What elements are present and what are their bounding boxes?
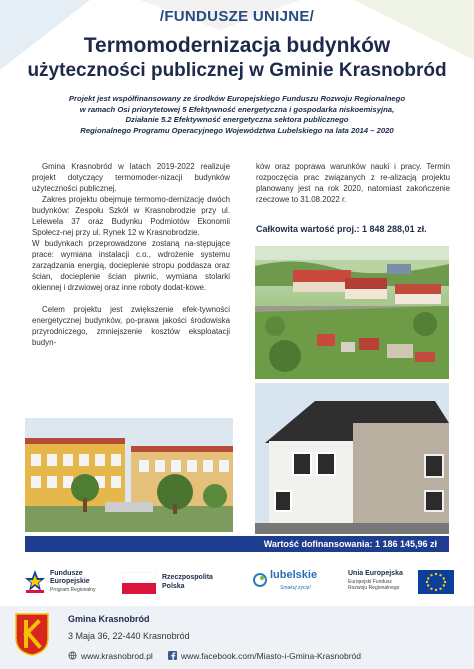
fe-star-icon — [24, 568, 46, 594]
poster-title: Termomodernizacja budynków — [83, 34, 391, 57]
facebook-icon — [168, 651, 177, 660]
footer-address: 3 Maja 36, 22-440 Krasnobród — [68, 631, 190, 641]
footer-facebook-link[interactable] — [168, 651, 361, 661]
rp-line2: Polska — [162, 583, 185, 590]
globe-icon — [68, 651, 77, 660]
body-paragraph: Gmina Krasnobród w latach 2019-2022 realizuje projekt dotyczący termomoder-nizacji budynków użyteczności publicznej. — [32, 162, 230, 193]
body-column-right: ków oraz poprawa warunków nauki i pracy. Termin rozpoczęcia prac związanych z re-alizacją projektu planowany jest na rok 2020, natomiast zakończenie rzeczowe to 31.08.2022 r. — [256, 162, 450, 204]
intro-line: Projekt jest współfinansowany ze środków Europejskiego Funduszu Rozwoju Regionalnego — [68, 94, 406, 103]
lubelskie-tagline: Smakuj życie! — [280, 585, 311, 591]
footer-facebook-text: www.facebook.com/Miasto-i-Gmina-Krasnobród — [181, 651, 361, 661]
community-building-photo — [255, 383, 449, 534]
poster-subtitle: użyteczności publicznej w Gminie Krasnobród — [27, 60, 447, 81]
category-label: /FUNDUSZE UNIJNE/ — [159, 8, 315, 25]
polish-flag-icon — [122, 572, 156, 594]
lubelskie-name: lubelskie — [270, 569, 318, 581]
school-building-photo — [25, 418, 233, 532]
intro-line: Działanie 5.2 Efektywność energetyczna sektora publicznego — [125, 115, 349, 124]
footer-organization-name: Gmina Krasnobród — [68, 614, 150, 624]
body-column-left — [32, 161, 230, 348]
body-paragraph: W budynkach przeprowadzone zostaną na-stępujące prace: wymiana instalacji c.o., wdrożenie systemu zarządzania energią, docieplenie stropu poddasza oraz ścian, docieplenie ścian piwnic, wymiana stolarki okiennej i drzwiowej oraz inne roboty dodat-kowe. — [32, 239, 230, 292]
footer-website-text: www.krasnobrod.pl — [81, 651, 153, 661]
eu-flag-icon — [418, 570, 454, 594]
lubelskie-logo — [252, 566, 332, 602]
unia-europejska-logo — [348, 566, 458, 602]
lubelskie-swirl-icon — [252, 572, 268, 588]
funding-logos — [18, 566, 458, 602]
rp-line1: Rzeczpospolita — [162, 574, 213, 581]
funding-intro — [18, 94, 456, 136]
rzeczpospolita-logo — [122, 566, 222, 602]
funding-value-banner: Wartość dofinansowania: 1 186 145,96 zł — [25, 536, 449, 552]
fundusze-europejskie-logo — [24, 566, 114, 602]
fe-line3: Program Regionalny — [50, 587, 96, 593]
intro-line: w ramach Osi priorytetowej 5 Efektywność energetyczna i gospodarka niskoemisyjna, — [79, 104, 395, 114]
krasnobrod-crest-icon — [14, 612, 50, 656]
body-paragraph: Celem projektu jest zwiększenie efek-tywności energetycznej budynków, po-prawa jakości środowiska przyrodniczego, zmniejszenie kosztów eksploatacji budyn- — [32, 305, 230, 347]
ue-line2: Europejski Fundusz — [348, 579, 392, 585]
body-paragraph: Zakres projektu obejmuje termomo-dernizację dwóch budynków: Zespołu Szkół w Krasnobrodzie przy ul. Lelewela 37 oraz Budynku Podmiotów Ekonomii Społecz-nej przy ul. Rynek 12 w Krasnobrodzie. — [32, 195, 230, 237]
intro-line: Regionalnego Programu Operacyjnego Województwa Lubelskiego na lata 2014 – 2020 — [80, 125, 394, 135]
fe-line2: Europejskie — [50, 578, 90, 585]
ue-line3: Rozwoju Regionalnego — [348, 585, 400, 591]
footer-website-link[interactable] — [68, 651, 153, 661]
ue-line1: Unia Europejska — [348, 570, 403, 577]
aerial-photo — [255, 246, 449, 379]
fe-line1: Fundusze — [50, 570, 83, 577]
total-project-value: Całkowita wartość proj.: 1 848 288,01 zł. — [256, 224, 427, 234]
